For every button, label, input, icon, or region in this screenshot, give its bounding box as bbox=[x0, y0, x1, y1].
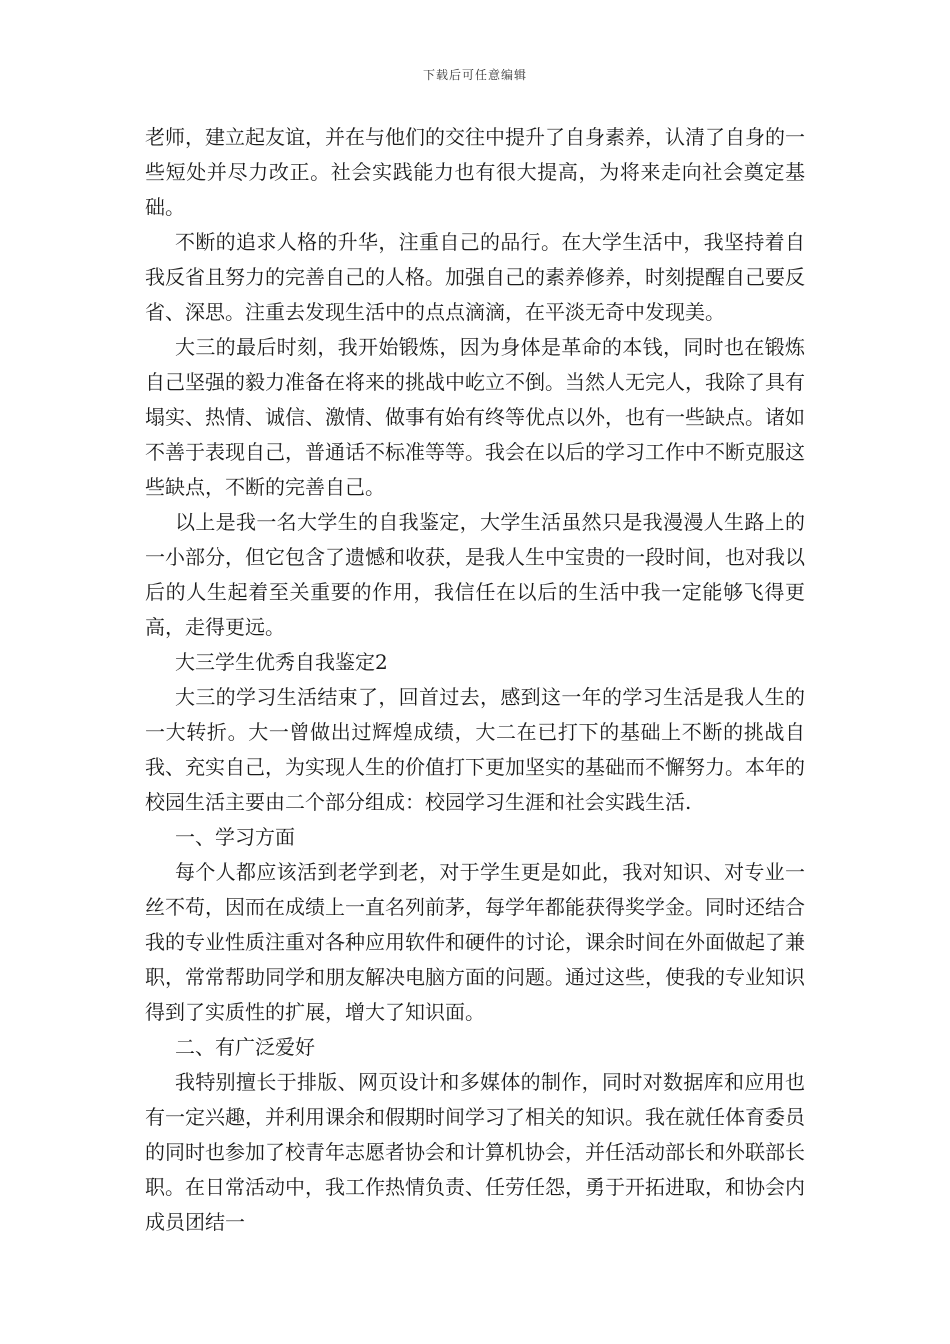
paragraph: 不断的追求人格的升华，注重自己的品行。在大学生活中，我坚持着自我反省且努力的完善自己的人格。加强自己的素养修养，时刻提醒自己要反省、深思。注重去发现生活中的点点滴滴，在平淡无奇中发现美。 bbox=[145, 230, 805, 324]
document-body bbox=[145, 120, 805, 1240]
paragraph: 大三的最后时刻，我开始锻炼，因为身体是革命的本钱，同时也在锻炼自己坚强的毅力准备在将来的挑战中屹立不倒。当然人无完人，我除了具有塌实、热情、诚信、激情、做事有始有终等优点以外，也有一些缺点。诸如不善于表现自己，普通话不标准等等。我会在以后的学习工作中不断克服这些缺点，不断的完善自己。 bbox=[145, 335, 805, 499]
paragraph: 我特别擅长于排版、网页设计和多媒体的制作，同时对数据库和应用也有一定兴趣，并利用课余和假期时间学习了相关的知识。我在就任体育委员的同时也参加了校青年志愿者协会和计算机协会，并任活动部长和外联部长职。在日常活动中，我工作热情负责、任劳任怨，勇于开拓进取，和协会内成员团结一 bbox=[145, 1070, 805, 1234]
page-header: 下载后可任意编辑 bbox=[422, 68, 527, 82]
paragraph: 每个人都应该活到老学到老，对于学生更是如此，我对知识、对专业一丝不苟，因而在成绩上一直名列前茅，每学年都能获得奖学金。同时还结合我的专业性质注重对各种应用软件和硬件的讨论，课余时间在外面做起了兼职，常常帮助同学和朋友解决电脑方面的问题。通过这些，使我的专业知识得到了实质性的扩展，增大了知识面。 bbox=[145, 860, 805, 1024]
section-heading: 一、学习方面 bbox=[175, 825, 295, 849]
section-title: 大三学生优秀自我鉴定2 bbox=[175, 650, 388, 674]
paragraph: 老师，建立起友谊，并在与他们的交往中提升了自身素养，认清了自身的一些短处并尽力改正。社会实践能力也有很大提高，为将来走向社会奠定基础。 bbox=[145, 125, 805, 219]
paragraph: 大三的学习生活结束了，回首过去，感到这一年的学习生活是我人生的一大转折。大一曾做出过辉煌成绩，大二在已打下的基础上不断的挑战自我、充实自己，为实现人生的价值打下更加坚实的基础而不懈努力。本年的校园生活主要由二个部分组成：校园学习生涯和社会实践生活. bbox=[145, 685, 805, 814]
section-heading: 二、有广泛爱好 bbox=[175, 1035, 315, 1059]
paragraph: 以上是我一名大学生的自我鉴定，大学生活虽然只是我漫漫人生路上的一小部分，但它包含了遗憾和收获，是我人生中宝贵的一段时间，也对我以后的人生起着至关重要的作用，我信任在以后的生活中我一定能够飞得更高，走得更远。 bbox=[145, 510, 805, 639]
